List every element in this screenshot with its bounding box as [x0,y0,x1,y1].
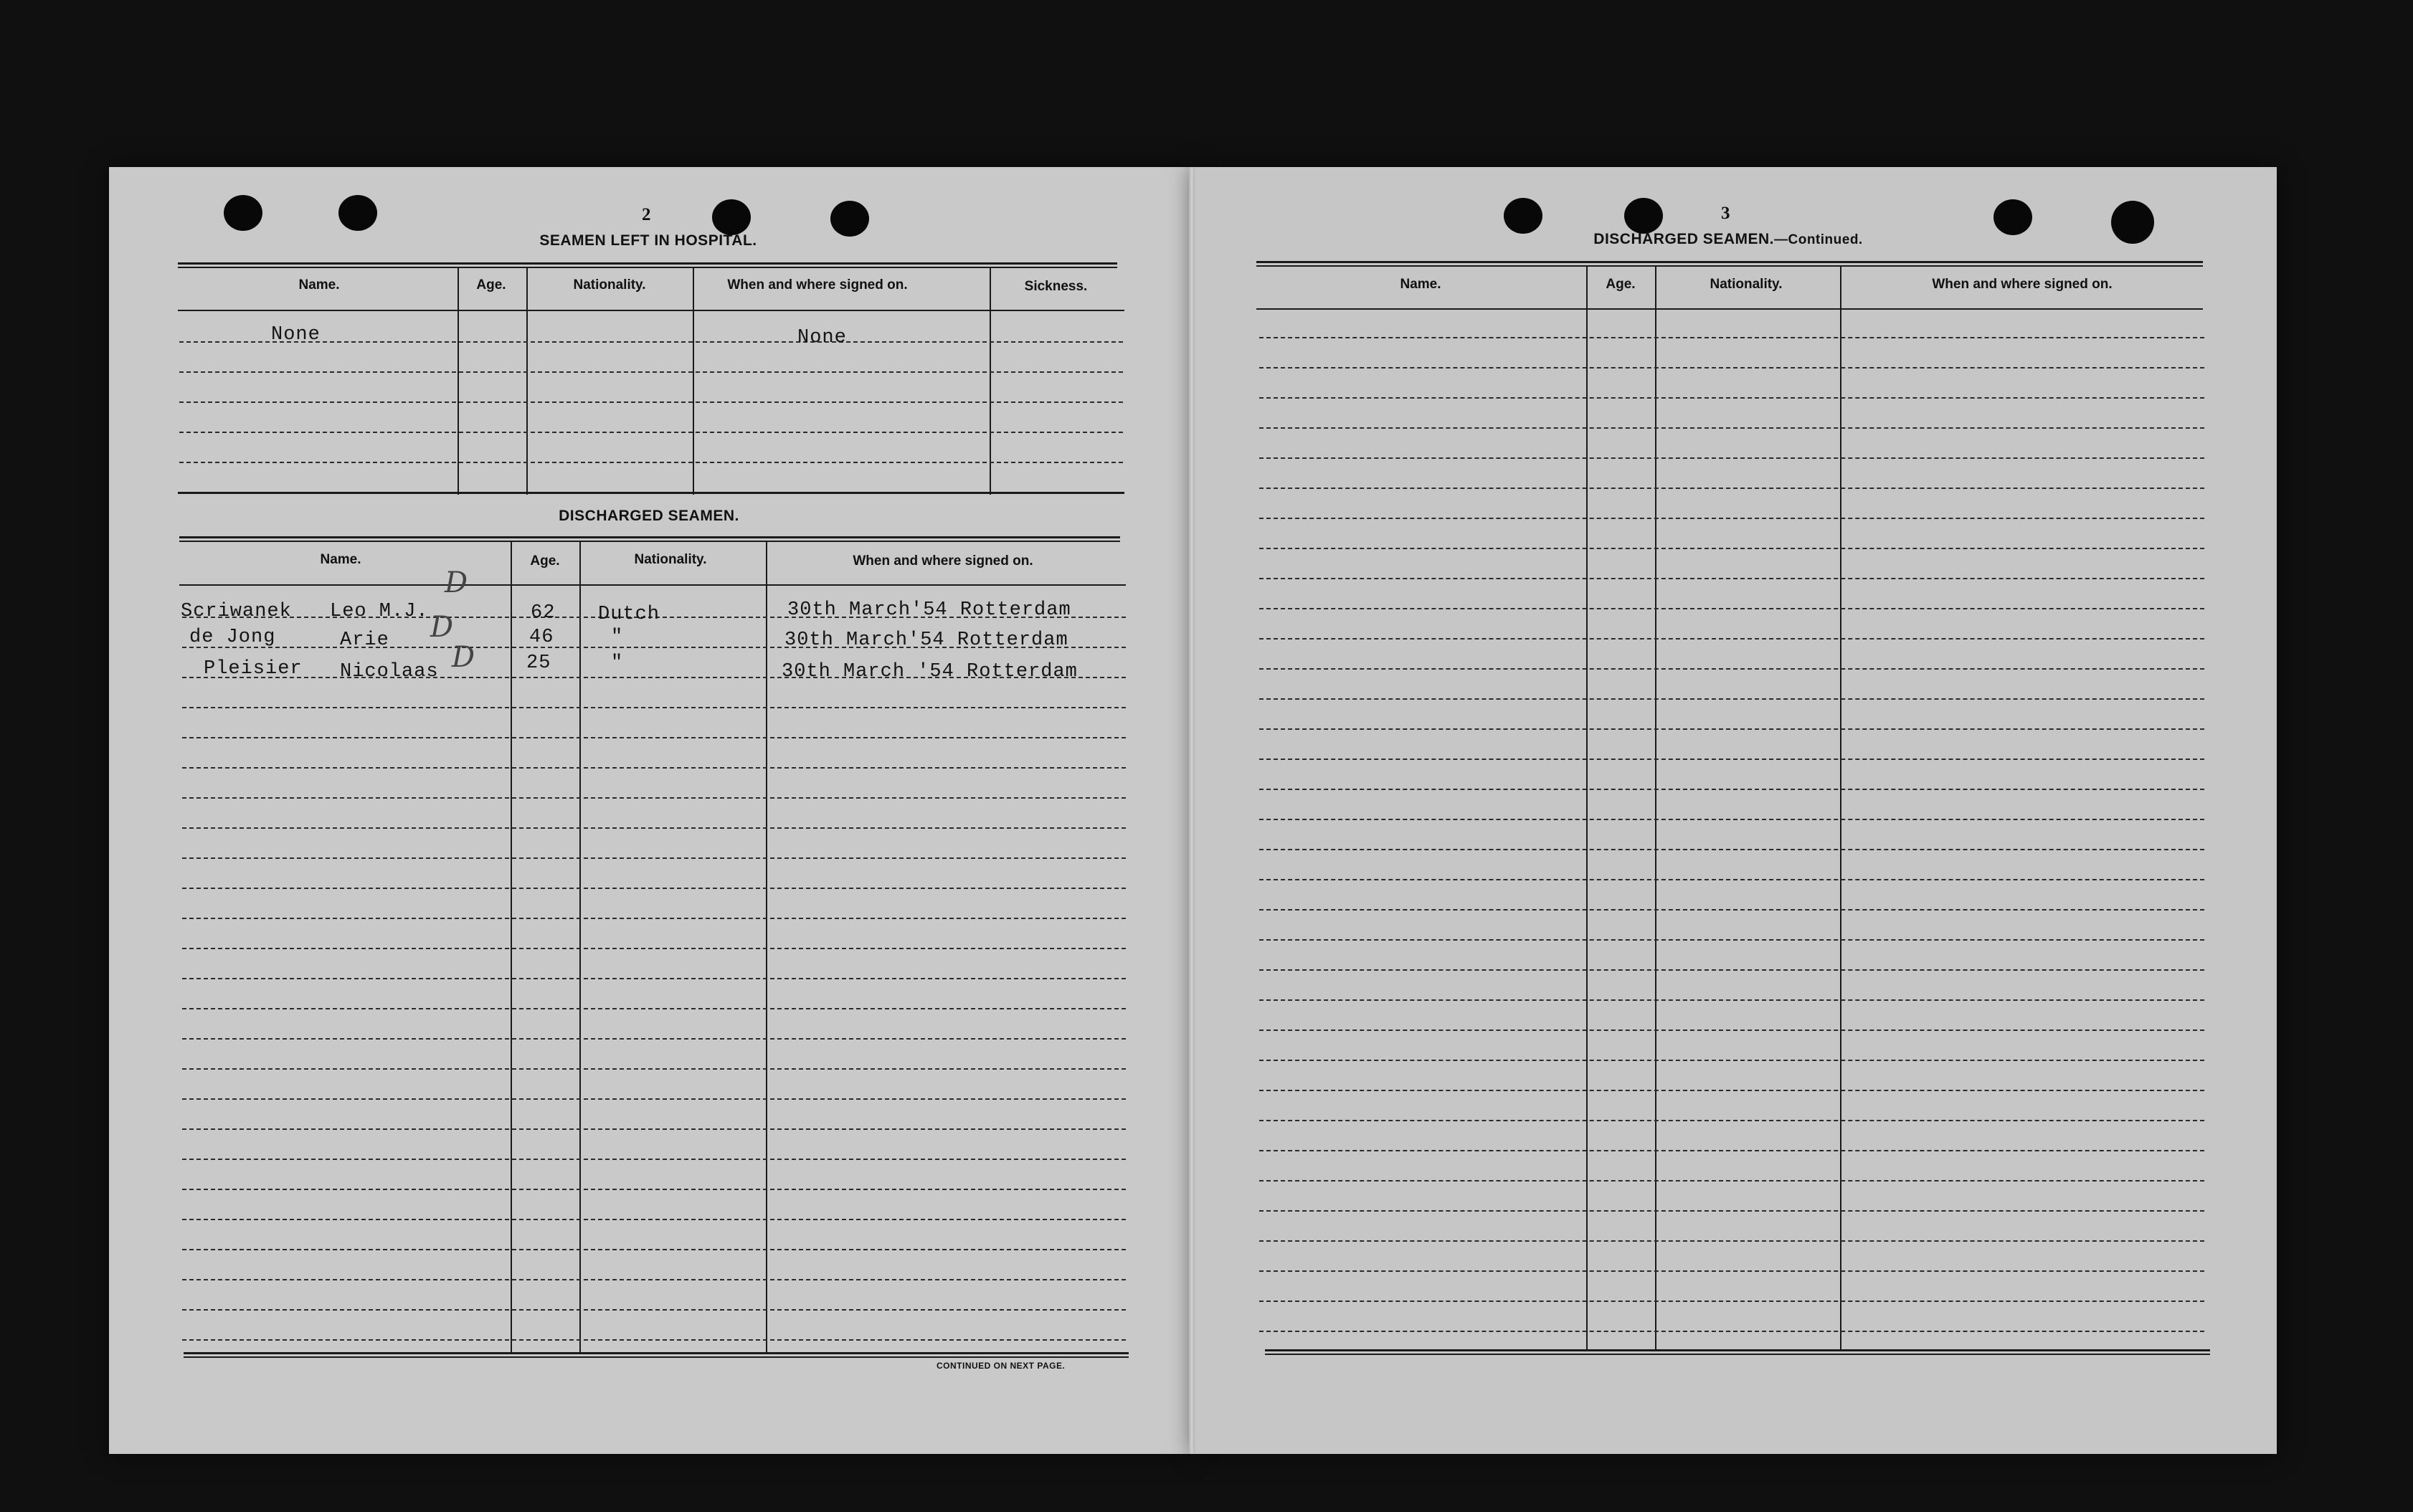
seaman-age: 62 [531,602,556,624]
ruled-line [1259,397,2204,399]
punch-hole [224,195,262,231]
table-rule [179,536,1120,538]
table-rule [1256,265,2203,267]
heading-suffix: —Continued. [1774,232,1863,247]
ruled-line [1259,999,2204,1001]
ruled-line [182,1189,1126,1190]
ruled-line [182,1159,1126,1160]
seaman-signed-on: 30th March'54 Rotterdam [784,629,1068,651]
ruled-line [1259,427,2204,429]
ruled-line [1259,608,2204,609]
table-rule [1265,1354,2210,1355]
continued-footer: CONTINUED ON NEXT PAGE. [937,1361,1066,1371]
table-rule [1256,261,2203,263]
column-header-signed-on: When and where signed on. [727,277,908,293]
punch-hole [1624,198,1663,234]
column-header-nationality: Nationality. [1710,277,1783,292]
ruled-line [182,918,1126,919]
column-header-sickness: Sickness. [1024,279,1088,294]
discharged-heading: DISCHARGED SEAMEN. [559,508,739,524]
table-rule [178,492,1124,494]
ruled-line [182,1038,1126,1040]
seaman-nationality: Dutch [598,604,660,625]
ruled-line [179,462,1123,463]
ruled-line [179,432,1123,433]
ruled-line [1259,1180,2204,1181]
seaman-given-name: Arie [340,629,389,651]
ruled-line [182,797,1126,799]
ruled-line [1259,819,2204,820]
table-rule [1265,1349,2210,1351]
column-divider [458,267,459,495]
ruled-line [182,1309,1126,1311]
hospital-heading: SEAMEN LEFT IN HOSPITAL. [539,232,757,249]
ruled-line [1259,939,2204,941]
ruled-line [182,1098,1126,1100]
punch-hole [830,201,869,237]
page-fold [1189,167,1195,1454]
ruled-line [1259,1240,2204,1242]
right-page [1193,167,2277,1454]
column-header-nationality: Nationality. [634,552,707,567]
ruled-line [182,1249,1126,1250]
ruled-line [179,401,1123,403]
ruled-line [182,1008,1126,1009]
seaman-surname: Scriwanek [181,601,292,622]
column-header-signed-on: When and where signed on. [1932,277,2113,292]
column-header-signed-on: When and where signed on. [853,553,1033,569]
column-header-age: Age. [1606,277,1636,292]
handwritten-mark: D [452,641,475,674]
table-rule [184,1356,1129,1358]
ruled-line [1259,969,2204,971]
ruled-line [1259,879,2204,880]
column-divider [990,267,991,495]
table-rule [1256,308,2203,310]
ruled-line [1259,578,2204,579]
discharged-continued-heading [1542,231,1915,248]
ruled-line [1259,367,2204,369]
seaman-given-name: Nicolaas [340,661,439,683]
ruled-line [1259,1120,2204,1121]
hospital-entry-signed-on: None [797,327,847,348]
ruled-line [1259,1331,2204,1332]
ruled-line [1259,638,2204,639]
page-number: 2 [642,205,651,224]
ruled-line [1259,789,2204,790]
ruled-line [182,707,1126,708]
column-header-name: Name. [320,552,361,567]
ruled-line [1259,849,2204,850]
ruled-line [1259,1210,2204,1212]
ruled-line [1259,1060,2204,1061]
seaman-surname: Pleisier [204,658,303,680]
table-rule [178,310,1124,311]
ruled-line [1259,1270,2204,1272]
handwritten-mark: D [445,566,468,599]
ruled-line [182,767,1126,769]
table-rule [179,584,1126,586]
table-rule [179,541,1120,542]
left-page [109,167,1193,1454]
column-header-age: Age. [476,277,506,293]
ruled-line [182,737,1126,738]
column-divider [511,541,512,1352]
ruled-line [182,857,1126,859]
page-number: 3 [1721,204,1730,223]
hospital-entry-name: None [271,324,321,346]
column-divider [526,267,528,495]
column-header-name: Name. [298,277,340,293]
punch-hole [338,195,377,231]
ruled-line [182,827,1126,829]
column-divider [766,541,767,1352]
ruled-line [182,1339,1126,1341]
seaman-nationality: " [611,627,624,648]
table-rule [178,262,1117,265]
ruled-line [1259,728,2204,730]
ruled-line [182,1279,1126,1280]
column-header-age: Age. [530,553,560,569]
punch-hole [712,199,751,235]
column-divider [579,541,581,1352]
table-rule [184,1352,1129,1354]
ruled-line [182,888,1126,889]
seaman-signed-on: 30th March '54 Rotterdam [782,661,1078,683]
ruled-line [182,1219,1126,1220]
column-header-name: Name. [1400,277,1441,292]
ruled-line [179,341,1123,343]
ruled-line [1259,518,2204,519]
ruled-line [182,1128,1126,1130]
ruled-line [182,1068,1126,1070]
ruled-line [1259,548,2204,549]
ruled-line [1259,488,2204,489]
punch-hole [1994,199,2032,235]
ruled-line [1259,668,2204,670]
ruled-line [182,948,1126,949]
column-divider [693,267,694,495]
table-rule [178,267,1117,268]
column-header-nationality: Nationality. [573,277,646,293]
ruled-line [1259,1090,2204,1091]
punch-hole [1504,198,1542,234]
ruled-line [1259,337,2204,338]
ruled-line [1259,1030,2204,1031]
seaman-nationality: " [611,652,624,674]
seaman-age: 25 [526,652,551,674]
ruled-line [1259,457,2204,459]
ruled-line [1259,698,2204,700]
ruled-line [1259,1301,2204,1302]
seaman-given-name: Leo M.J. [330,601,429,622]
ruled-line [1259,1150,2204,1151]
punch-hole [2111,201,2154,244]
seaman-age: 46 [529,627,554,648]
ruled-line [1259,759,2204,760]
heading-text: DISCHARGED SEAMEN. [1593,231,1774,247]
ruled-line [1259,909,2204,910]
handwritten-mark: D [430,611,454,644]
ruled-line [179,371,1123,373]
ruled-line [182,978,1126,979]
seaman-signed-on: 30th March'54 Rotterdam [787,599,1071,621]
seaman-surname: de Jong [189,627,276,648]
